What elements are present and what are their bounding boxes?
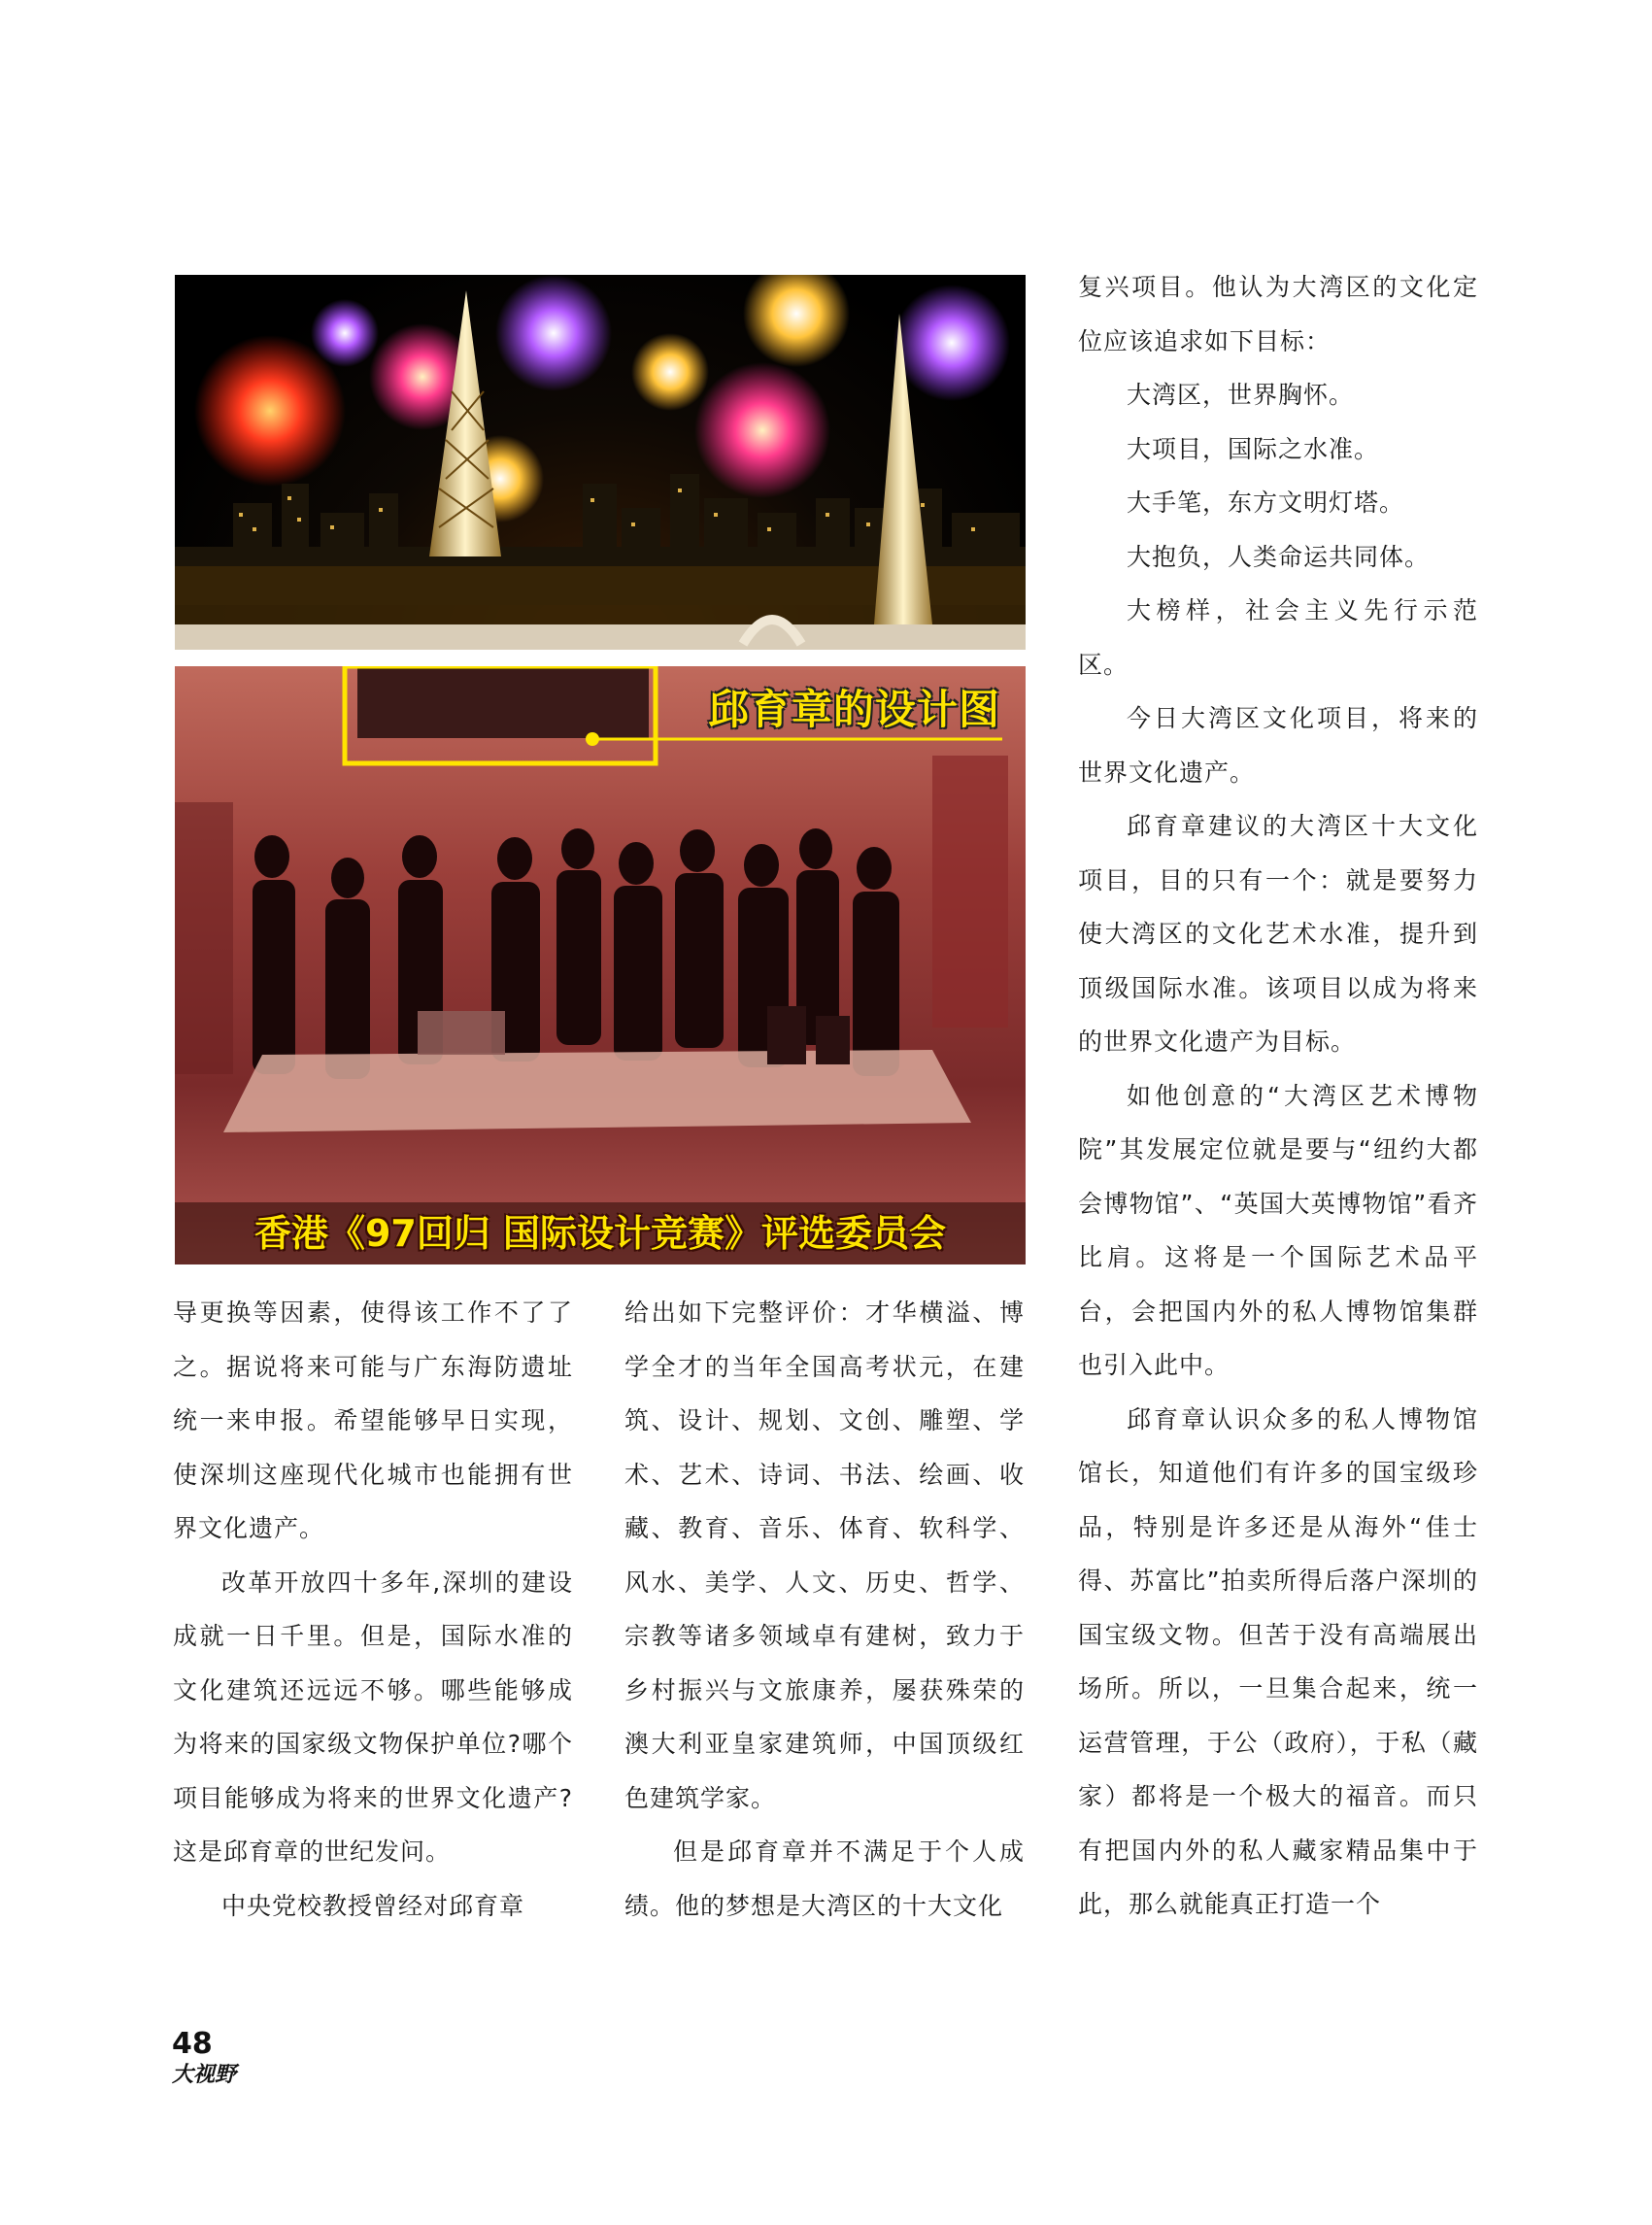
- page-number: 48: [172, 2027, 213, 2061]
- photo-caption: 香港《97回归 国际设计竞赛》评选委员会: [175, 1202, 1026, 1264]
- goal-line: 大手笔，东方文明灯塔。: [1127, 489, 1405, 517]
- paragraph: 给出如下完整评价：才华横溢、博学全才的当年全国高考状元，在建筑、设计、规划、文创、雕塑、学术、艺术、诗词、书法、绘画、收藏、教育、音乐、体育、软科学、风水、美学、人文、历史、哲学、宗教等诸多领域卓有建树，致力于乡村振兴与文旅康养，屡获殊荣的澳大利亚皇家建筑师，中国顶级红色建筑学家。: [624, 1298, 1025, 1812]
- goal-line: 大榜样，社会主义先行示范区。: [1078, 596, 1478, 679]
- magazine-logo: 大视野: [172, 2062, 237, 2087]
- fireworks-illustration: [175, 275, 1026, 650]
- paragraph: 邱育章建议的大湾区十大文化项目，目的只有一个：就是要努力使大湾区的文化艺术水准，提升到顶级国际水准。该项目以成为将来的世界文化遗产为目标。: [1078, 812, 1478, 1056]
- fireworks-skyline-photo: [175, 275, 1026, 650]
- paragraph: 邱育章认识众多的私人博物馆馆长，知道他们有许多的国宝级珍品，特别是许多还是从海外“佳士得、苏富比”拍卖所得后落户深圳的国宝级文物。但苦于没有高端展出场所。所以，一旦集合起来，统一运营管理，于公（政府），于私（藏家）都将是一个极大的福音。而只有把国内外的私人藏家精品集中于此，那么就能真正打造一个: [1078, 1404, 1478, 1918]
- paragraph: 复兴项目。他认为大湾区的文化定位应该追求如下目标：: [1078, 273, 1478, 355]
- design-drawing-label: 邱育章的设计图: [707, 686, 1000, 733]
- committee-meeting-photo: [175, 666, 1026, 1264]
- goal-line: 大抱负，人类命运共同体。: [1127, 542, 1431, 571]
- paragraph: 导更换等因素，使得该工作不了了之。据说将来可能与广东海防遗址统一来申报。希望能够早日实现，使深圳这座现代化城市也能拥有世界文化遗产。: [173, 1298, 573, 1542]
- paragraph: 如他创意的“大湾区艺术博物院”其发展定位就是要与“纽约大都会博物馆”、“英国大英博物馆”看齐比肩。这将是一个国际艺术品平台，会把国内外的私人博物馆集群也引入此中。: [1078, 1081, 1478, 1379]
- article-column-left: [173, 1286, 573, 1933]
- paragraph: 但是邱育章并不满足于个人成绩。他的梦想是大湾区的十大文化: [624, 1837, 1025, 1920]
- paragraph: 今日大湾区文化项目，将来的世界文化遗产。: [1078, 704, 1478, 787]
- goal-line: 大项目，国际之水准。: [1127, 434, 1380, 463]
- paragraph: 中央党校教授曾经对邱育章: [221, 1891, 525, 1920]
- goal-line: 大湾区，世界胸怀。: [1127, 381, 1355, 409]
- meeting-illustration: [175, 666, 1026, 1264]
- article-column-right: [1078, 260, 1478, 1932]
- article-column-middle: [624, 1286, 1025, 1933]
- paragraph: 改革开放四十多年,深圳的建设成就一日千里。但是，国际水准的文化建筑还远远不够。哪些能够成为将来的国家级文物保护单位?哪个项目能够成为将来的世界文化遗产? 这是邱育章的世纪发问。: [173, 1568, 573, 1866]
